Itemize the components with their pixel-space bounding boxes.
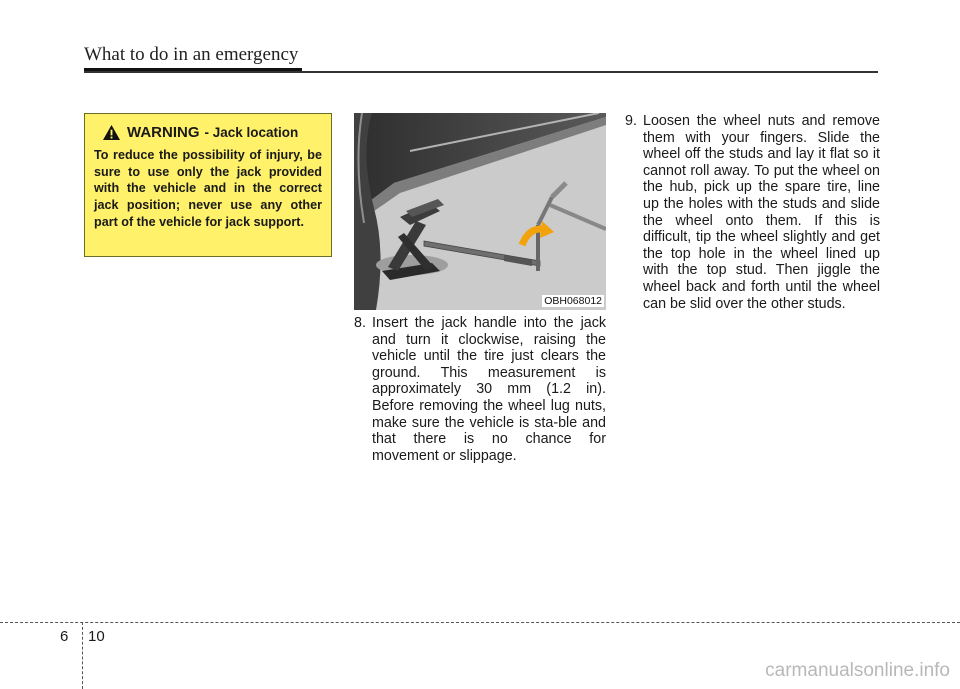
warning-body: To reduce the possibility of injury, be sure to use only the jack provided with the vehicle and in the correct jack position; never use any other part of the vehicle for jack support.	[94, 148, 322, 229]
step-8-number: 8.	[354, 315, 366, 331]
warning-triangle-icon	[102, 124, 121, 141]
warning-word: WARNING	[127, 124, 200, 141]
jack-illustration-drawing	[354, 113, 606, 310]
warning-box	[84, 113, 332, 257]
warning-subtitle: - Jack location	[204, 125, 299, 140]
step-9	[625, 113, 880, 312]
footer-page-number: 10	[88, 628, 105, 645]
step-8	[354, 315, 606, 464]
step-8-text: Insert the jack handle into the jack and turn it clockwise, raising the vehicle until the tire just clears the ground. This measurement is approximately 30 mm (1.2 in). Before removing the wheel lug nuts, make sure the vehicle is sta-ble and that there is no chance for movement or slippage.	[372, 315, 606, 464]
step-9-number: 9.	[625, 113, 637, 129]
watermark: carmanualsonline.info	[765, 660, 950, 681]
footer-section-number: 6	[60, 628, 69, 645]
footer-divider	[82, 622, 83, 689]
warning-heading	[102, 124, 322, 141]
footer-rule	[0, 622, 960, 623]
page-header-title: What to do in an emergency	[84, 44, 299, 65]
figure-code: OBH068012	[544, 295, 602, 307]
step-9-text: Loosen the wheel nuts and remove them with your fingers. Slide the wheel off the studs and lay it flat so it cannot roll away. To put the wheel on the hub, pick up the spare tire, line up the holes with the studs and slide the wheel onto them. If this is difficult, tip the wheel slightly and get the top hole in the wheel lined up with the top stud. Then jiggle the wheel back and forth until the wheel can be slid over the other studs.	[643, 113, 880, 312]
header-rule-thin	[84, 71, 878, 73]
jack-illustration	[354, 113, 606, 310]
